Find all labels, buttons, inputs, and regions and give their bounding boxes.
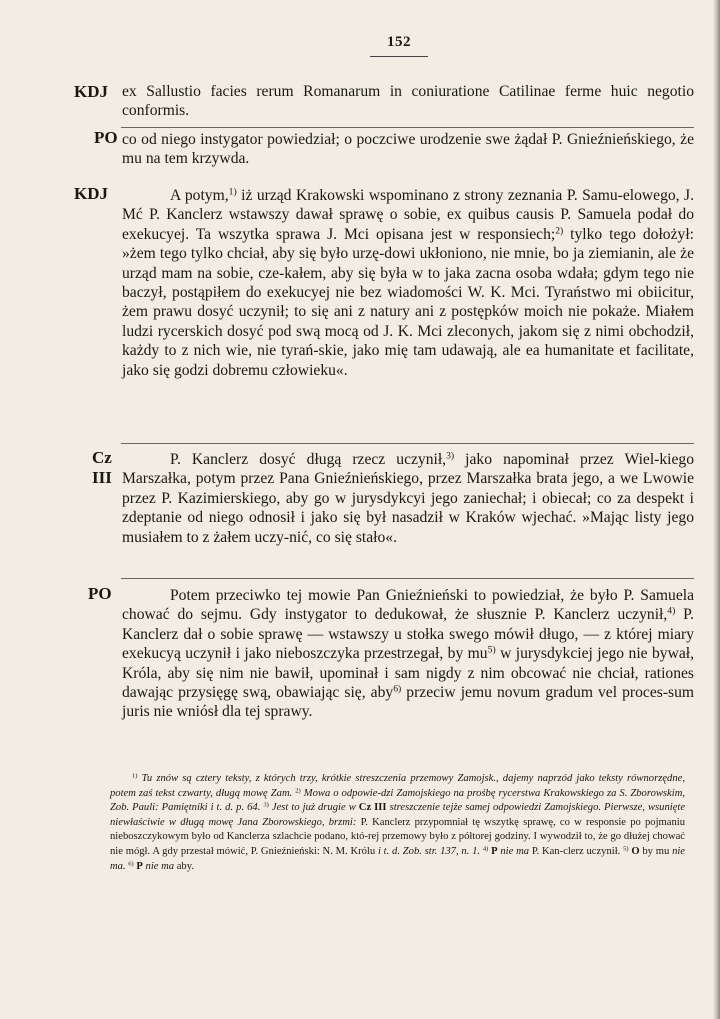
footnote-ref: 4) (667, 606, 676, 618)
section-divider (121, 127, 694, 128)
footnote-ref: 5) (487, 644, 496, 656)
section-divider (121, 443, 694, 444)
section-siglum: KDJ (74, 82, 108, 101)
section-text: P. Kanclerz dosyć długą rzecz uczynił,$^{3)}$ jako napominał przez Wiel-kiego Marszałka, potym przez Pana Gnieźnieńskiego, przez Marszałka brata jego, a we Lwowie przez P. Kazimierskiego, aby go w jurysdykcyi jego zaniechał; i obiecał; co za despekt i zdeptanie od niego odnosił i jako się był nasadził w Kraków wjechać. »Mając listy jego musiałem to z żałem uczy-nić, co się stało«. (122, 450, 694, 546)
siglum-line: Cz (92, 448, 112, 467)
section-siglum: PO (94, 128, 118, 147)
page-number-underline (370, 56, 428, 57)
footnote-ref: 6) (393, 683, 402, 695)
section-siglum: KDJ (74, 184, 108, 203)
section-text: co od niego instygator powiedział; o poczciwe urodzenie swe żądał P. Gnieźnieńskiego, że mu na tem krzywda. (122, 131, 694, 168)
footnote-ref: 2) (555, 225, 564, 237)
page-number: 152 (387, 34, 411, 50)
section-text: Potem przeciwko tej mowie Pan Gnieźnieński to powiedział, że było P. Samuela chować do sejmu. Gdy instygator to dedukował, że słusznie P. Kanclerz uczynił,$^{4)}$ P. Kanclerz dał o sobie sprawę — wstawszy u stołka swego mówił długo, — z której miary exekucyą uczynił i jako nieboszczyka przestrzegał, by $mu^{5)}$ w jurysdykciej jego nie bywał, Króla, aby się nim nie bawił, upominał i sam nigdy z nim obcować nie chciał, rationes dawając przysięgę swą, obawiając się, aby$^{6)}$ przeciw jemu novum gradum vel proces-sum juris nie wniósł dla tej sprawy. (122, 587, 695, 721)
section-text: A potym,$^{1)}$ iż urząd Krakowski wspominano z strony zeznania P. Samu-elowego, J. Mć P. Kanclerz wstawszy dawał sprawę o sobie, ex quibus causis P. Samuela podał do exekucyej. Ta wszytka sprawa J. Mci opisana jest w responsiech;$^{2)}$ tylko tego dołożył: »żem tego tylko chciał, aby się było urzę-dowi ukłoniono, nie mnie, bo ja ziemianin, ale że urząd mam na sobie, cze-kałem, aby się była w to jaka zacna osoba wdała; gdym tego nie baczył, postąpiłem do exekucyej nie bez wiadomości W. K. Mci. Tyraństwo mi obiicitur, żem prawu dosyć uczynił; to się ani z natury ani z postępków moich nie pokaże. Miałem ludzi rycerskich dosyć pod swą mocą od J. K. Mci zleconych, jakom się z nimi obchodził, każdy to z nich wie, nie tyrań-skie, jako mię tam udawają, ale ea humanitate et facilitate, jako się godzi dobremu człowieku«. (122, 186, 694, 379)
section-text: ex Sallustio facies rerum Romanarum in coniuratione Catilinae ferme huic negotio conformis. (122, 83, 694, 120)
footnote-ref: 3) (446, 450, 455, 462)
footnote-ref: 1) (228, 186, 237, 198)
section-siglum: PO (88, 584, 112, 603)
footnotes: $^{1)}$ Tu znów są cztery teksty, z których trzy, krótkie streszczenia przemowy Zamojsk., dajemy naprzód jako teksty równorzędne, potem zaś tekst czwarty, długą mowę Zam. $^{2)}$ Mowa o odpowie-dzi Zamojskiego na prośbę rycerstwa Krakowskiego za S. Zborowskim, Zob. Pauli: Pamiętniki i t. d. p. 64. $^{3)}$ Jest to już drugie w Cz III streszczenie tejże samej odpowiedzi Zamojskiego. Pierwsze, wsunięte niewłaściwie w długą mowę Jana Zborowskiego, brzmi: P. Kanclerz przypomniał tę wszytkę sprawę, co w responsie po pojmaniu nieboszczykowym było od Kanclerza szlachcie podano, któ-rej przemowy było z półtorej godziny. I wywodził to, że go dłużej chować nie mógł. A gdy przestał mówić, P. Gnieźnieński: N. M. Królu i t. d. Zob. str. 137, n. 1. $^{4)}$ P nie ma P. Kan-clerz uczynił. $^{5)}$ O by mu nie ma. $^{6)}$ P nie ma aby. (110, 772, 686, 872)
siglum-line: III (92, 468, 112, 487)
section-siglum (92, 448, 112, 488)
page-edge-shadow (713, 0, 720, 1019)
section-divider (121, 578, 694, 579)
